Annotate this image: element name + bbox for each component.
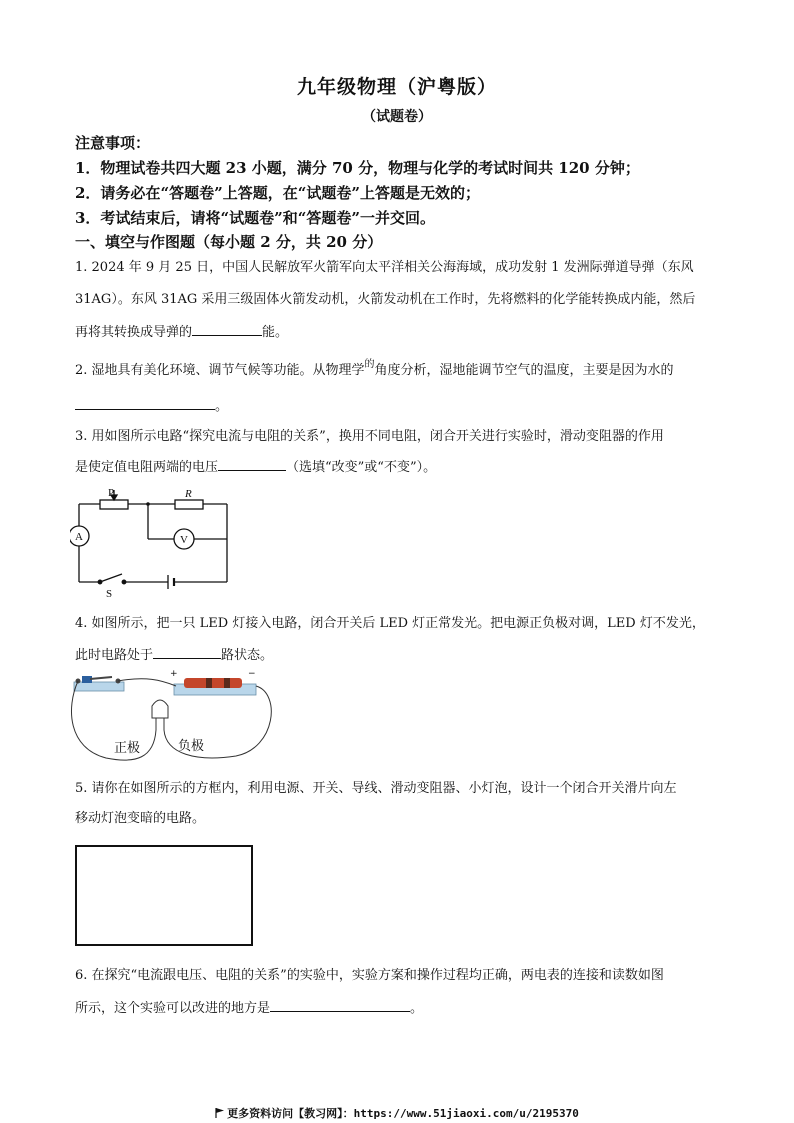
minus-sign: −	[248, 669, 256, 679]
q1-line-3: 再将其转换成导弹的 能。	[75, 321, 288, 343]
voltmeter-label: V	[180, 534, 188, 546]
led-icon	[152, 700, 168, 718]
q4-line-1: 4. 如图所示，把一只 LED 灯接入电路，闭合开关后 LED 灯正常发光。把电源正负极对调，LED 灯不发光，	[75, 616, 705, 631]
q2-line-2: 。	[75, 395, 228, 417]
q1-line-1: 1. 2024 年 9 月 25 日，中国人民解放军火箭军向太平洋相关公海海域，成功发射 1 发洲际弹道导弹（东风	[75, 260, 694, 275]
q3-answer-blank[interactable]	[218, 456, 286, 471]
q1-answer-blank[interactable]	[192, 321, 262, 336]
q2-line-1: 2. 湿地具有美化环境、调节气候等功能。从物理学$^的$角度分析，湿地能调节空气的温度，主要是因为水的	[75, 359, 674, 378]
notes-heading: 注意事项：	[75, 134, 151, 152]
plus-sign: +	[170, 669, 178, 679]
note-item-2: 2．请务必在“答题卷”上答题，在“试题卷”上答题是无效的；	[75, 184, 480, 202]
resistor-label: R	[185, 488, 192, 500]
q6-line-1: 6. 在探究“电流跟电压、电阻的关系”的实验中，实验方案和操作过程均正确，两电表的连接和读数如图	[75, 968, 664, 983]
note-item-3: 3．考试结束后，请将“试题卷”和“答题卷”一并交回。	[75, 209, 435, 227]
footer-text: 更多资料访问【教习网】：https://www.51jiaoxi.com/u/2195370	[227, 1107, 579, 1120]
switch-label: S	[106, 588, 113, 600]
ammeter-label: A	[75, 531, 83, 543]
slider-label: P	[108, 487, 115, 499]
page-title: 九年级物理（沪粤版）	[296, 76, 497, 98]
q3-line-1: 3. 用如图所示电路“探究电流与电阻的关系”，换用不同电阻，闭合开关进行实验时，滑动变阻器的作用	[75, 429, 664, 444]
q5-line-1: 5. 请你在如图所示的方框内，利用电源、开关、导线、滑动变阻器、小灯泡，设计一个闭合开关滑片向左	[75, 781, 677, 796]
q4-line-2: 此时电路处于 路状态。	[75, 644, 273, 666]
battery-icon	[184, 678, 242, 688]
page-subtitle: （试题卷）	[362, 109, 432, 125]
q2-answer-blank[interactable]	[75, 395, 215, 410]
negative-terminal-label: 负极	[178, 739, 205, 754]
note-item-1: 1．物理试卷共四大题 23 小题，满分 70 分，物理与化学的考试时间共 120 分钟；	[75, 159, 640, 177]
q6-answer-blank[interactable]	[270, 997, 410, 1012]
q4-answer-blank[interactable]	[153, 644, 221, 659]
positive-terminal-label: 正极	[114, 741, 141, 756]
switch-base	[74, 682, 124, 691]
q5-drawing-box[interactable]	[75, 845, 253, 946]
q1-line-2: 31AG）。东风 31AG 采用三级固体火箭发动机，火箭发动机在工作时，先将燃料的化学能转换成内能，然后	[75, 292, 696, 307]
section-heading: 一、填空与作图题（每小题 2 分，共 20 分）	[75, 233, 383, 251]
q3-circuit-diagram	[70, 484, 240, 600]
flag-icon	[215, 1108, 224, 1118]
q3-line-2: 是使定值电阻两端的电压 （选填“改变”或“不变”）。	[75, 456, 436, 478]
q5-line-2: 移动灯泡变暗的电路。	[75, 811, 206, 826]
q6-line-2: 所示，这个实验可以改进的地方是 。	[75, 997, 423, 1019]
q4-led-circuit-illustration	[66, 668, 296, 768]
footer-link[interactable]	[0, 1105, 794, 1121]
